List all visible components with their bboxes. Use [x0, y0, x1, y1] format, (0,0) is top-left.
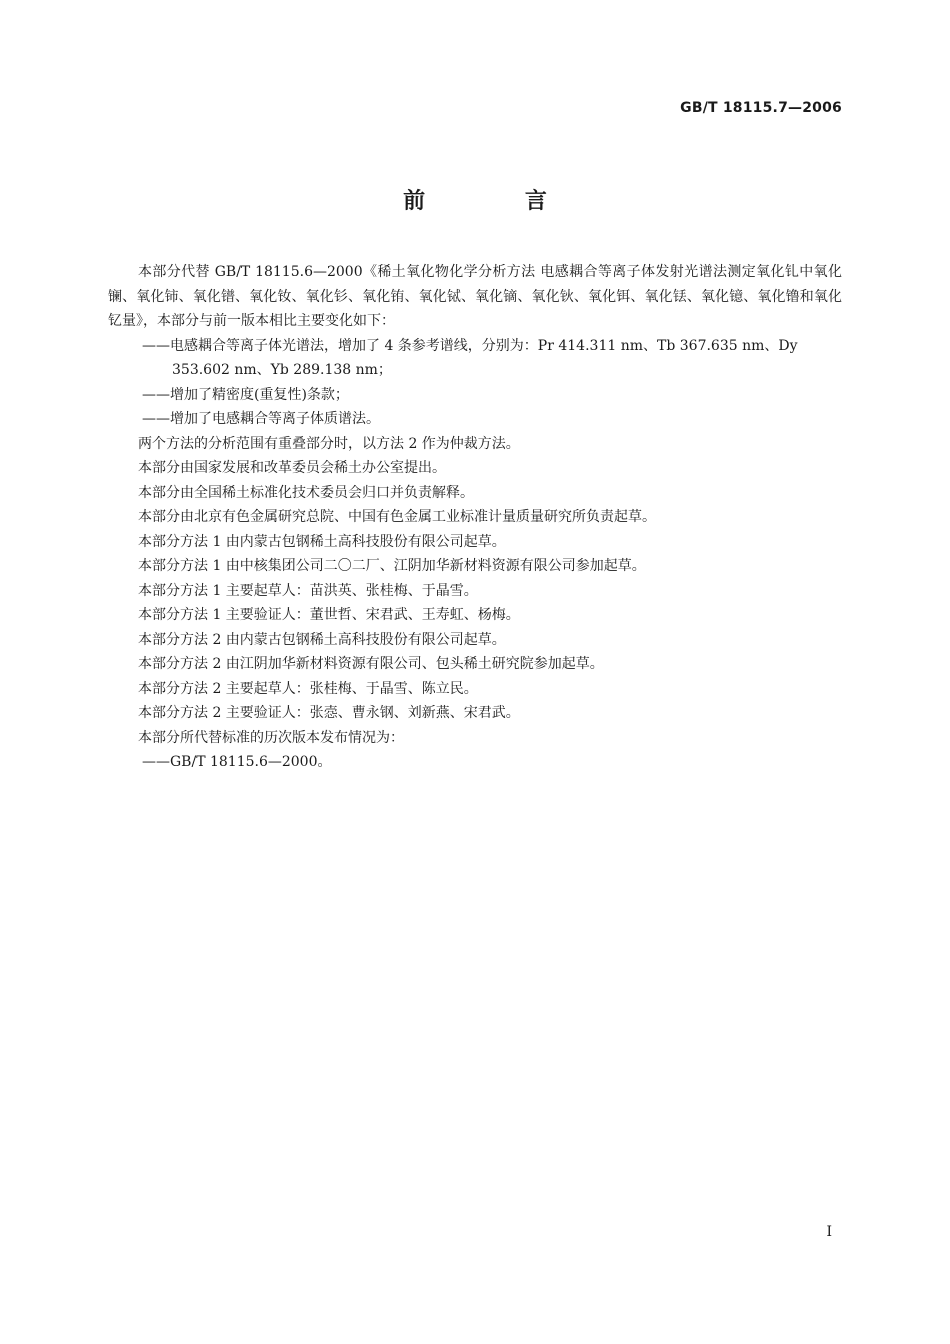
foreword-body [108, 260, 842, 775]
change-item: ——增加了精密度(重复性)条款； [142, 386, 349, 403]
change-item: ——电感耦合等离子体光谱法，增加了 4 条参考谱线，分别为：Pr 414.311 nm、Tb 367.635 nm、Dy 353.602 nm、Yb 289.138 nm； [142, 337, 798, 378]
history-item: ——GB/T 18115.6—2000。 [142, 754, 332, 770]
history-paragraph: 本部分所代替标准的历次版本发布情况为： [138, 729, 404, 746]
method1-verifiers-paragraph: 本部分方法 1 主要验证人：董世哲、宋君武、王寿虹、杨梅。 [138, 607, 520, 623]
method1-participants-paragraph: 本部分方法 1 由中核集团公司二〇二厂、江阴加华新材料资源有限公司参加起草。 [138, 558, 646, 574]
managed-by-paragraph: 本部分由全国稀土标准化技术委员会归口并负责解释。 [138, 484, 474, 501]
overlap-paragraph: 两个方法的分析范围有重叠部分时，以方法 2 作为仲裁方法。 [138, 435, 520, 452]
method2-participants-paragraph: 本部分方法 2 由江阴加华新材料资源有限公司、包头稀土研究院参加起草。 [138, 656, 604, 672]
page-number: I [826, 1224, 832, 1240]
method2-main-drafters-paragraph: 本部分方法 2 主要起草人：张桂梅、于晶雪、陈立民。 [138, 680, 478, 697]
page-title: 前 言 [403, 189, 593, 214]
standard-number: GB/T 18115.7—2006 [680, 100, 842, 116]
method1-main-drafters-paragraph: 本部分方法 1 主要起草人：苗洪英、张桂梅、于晶雪。 [138, 582, 478, 599]
change-item: ——增加了电感耦合等离子体质谱法。 [142, 411, 380, 427]
proposed-by-paragraph: 本部分由国家发展和改革委员会稀土办公室提出。 [138, 460, 446, 476]
method2-verifiers-paragraph: 本部分方法 2 主要验证人：张悫、曹永钢、刘新燕、宋君武。 [138, 705, 520, 721]
method2-drafter-paragraph: 本部分方法 2 由内蒙古包钢稀土高科技股份有限公司起草。 [138, 631, 506, 648]
method1-drafter-paragraph: 本部分方法 1 由内蒙古包钢稀土高科技股份有限公司起草。 [138, 533, 506, 550]
intro-paragraph: 本部分代替 GB/T 18115.6—2000《稀土氧化物化学分析方法 电感耦合等离子体发射光谱法测定氧化钆中氧化镧、氧化铈、氧化镨、氧化钕、氧化钐、氧化铕、氧化铽、氧化镝、氧化钬、氧化铒、氧化铥、氧化镱、氧化镥和氧化钇量》，本部分与前一版本相比主要变化如下： [108, 264, 842, 329]
drafting-org-paragraph: 本部分由北京有色金属研究总院、中国有色金属工业标准计量质量研究所负责起草。 [138, 509, 656, 525]
